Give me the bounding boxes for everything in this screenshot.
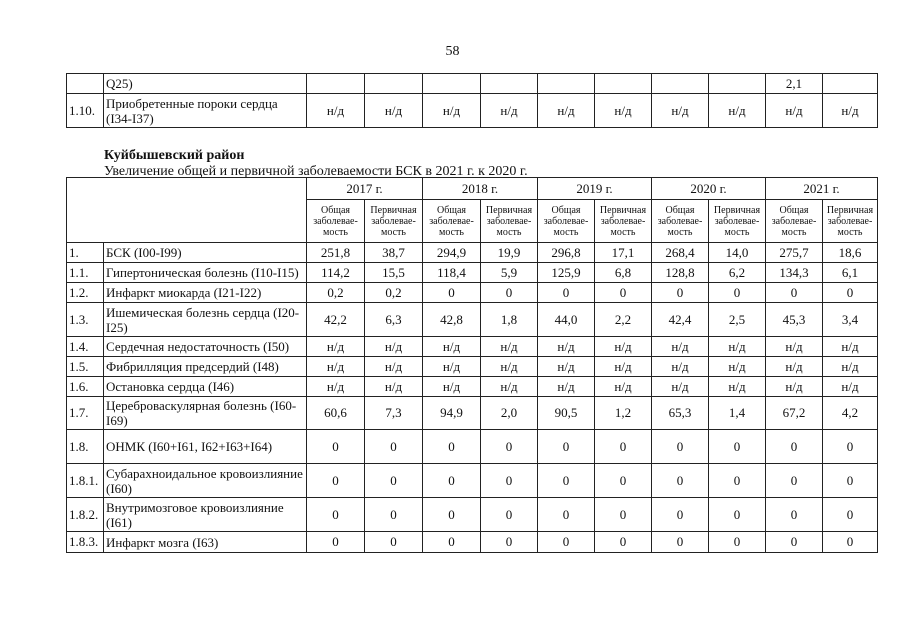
table-cell: 45,3 (766, 303, 823, 337)
table-cell: н/д (538, 377, 595, 397)
total-morbidity-header: Общая заболевае-мость (307, 200, 365, 243)
primary-morbidity-header: Первичная заболевае-мость (709, 200, 766, 243)
table-cell: 0 (423, 532, 481, 553)
table-cell: н/д (709, 94, 766, 128)
table-cell: н/д (823, 377, 878, 397)
table-cell: 2,1 (766, 74, 823, 94)
table-cell: 0 (823, 498, 878, 532)
table-cell: н/д (652, 337, 709, 357)
table-cell (652, 74, 709, 94)
table-cell (423, 74, 481, 94)
table-cell: 0 (709, 498, 766, 532)
table-cell: 4,2 (823, 397, 878, 430)
row-name: БСК (I00-I99) (104, 243, 307, 263)
table-cell: 125,9 (538, 263, 595, 283)
table-cell (538, 74, 595, 94)
table-cell: н/д (766, 357, 823, 377)
section-heading (104, 148, 528, 180)
table-cell: 0 (365, 430, 423, 464)
table-cell: н/д (307, 337, 365, 357)
table-cell: н/д (709, 377, 766, 397)
table-cell: 0 (652, 464, 709, 498)
table-cell: н/д (423, 94, 481, 128)
table-cell: 0 (709, 430, 766, 464)
table-cell: 0 (365, 498, 423, 532)
table-cell: 251,8 (307, 243, 365, 263)
table-cell: н/д (365, 357, 423, 377)
table-cell: н/д (652, 377, 709, 397)
table-cell: н/д (307, 94, 365, 128)
table-cell: 94,9 (423, 397, 481, 430)
table-cell: 0 (481, 532, 538, 553)
year-header: 2021 г. (766, 178, 878, 200)
total-morbidity-header: Общая заболевае-мость (538, 200, 595, 243)
table-cell: 0 (481, 498, 538, 532)
table-cell (481, 74, 538, 94)
table-cell: н/д (595, 377, 652, 397)
table-cell: 67,2 (766, 397, 823, 430)
primary-morbidity-header: Первичная заболевае-мость (823, 200, 878, 243)
table-cell: н/д (823, 94, 878, 128)
table-cell: 0 (307, 532, 365, 553)
table-cell: н/д (538, 357, 595, 377)
row-index: 1.8.2. (67, 498, 104, 532)
table-cell (709, 74, 766, 94)
table-cell: 0 (709, 464, 766, 498)
primary-morbidity-header: Первичная заболевае-мость (365, 200, 423, 243)
table-cell: 90,5 (538, 397, 595, 430)
continued-table (66, 73, 878, 128)
table-cell: н/д (423, 337, 481, 357)
table-row (67, 263, 878, 283)
table-cell: 2,2 (595, 303, 652, 337)
table-cell: 60,6 (307, 397, 365, 430)
row-name: Q25) (104, 74, 307, 94)
row-index (67, 74, 104, 94)
table-cell: н/д (423, 357, 481, 377)
table-cell: 0,2 (307, 283, 365, 303)
row-index: 1.8. (67, 430, 104, 464)
table-cell: 0 (652, 532, 709, 553)
table-cell: 0 (365, 464, 423, 498)
table-cell: 0 (595, 283, 652, 303)
year-header: 2019 г. (538, 178, 652, 200)
total-morbidity-header: Общая заболевае-мость (652, 200, 709, 243)
row-index: 1.8.1. (67, 464, 104, 498)
row-name: Субарахноидальное кровоизлияние (I60) (104, 464, 307, 498)
primary-morbidity-header: Первичная заболевае-мость (595, 200, 652, 243)
row-name: Цереброваскулярная болезнь (I60-I69) (104, 397, 307, 430)
table-cell: н/д (365, 94, 423, 128)
table-cell: 14,0 (709, 243, 766, 263)
table-cell: 38,7 (365, 243, 423, 263)
table-cell (823, 74, 878, 94)
table-cell: н/д (481, 337, 538, 357)
table-cell: н/д (595, 337, 652, 357)
table-cell: н/д (595, 94, 652, 128)
table-cell: 134,3 (766, 263, 823, 283)
table-cell: 0 (823, 464, 878, 498)
row-index: 1.7. (67, 397, 104, 430)
table-cell: 42,2 (307, 303, 365, 337)
table-row (67, 303, 878, 337)
table-cell: 0 (538, 430, 595, 464)
total-morbidity-header: Общая заболевае-мость (423, 200, 481, 243)
table-cell: 15,5 (365, 263, 423, 283)
table-cell: 0,2 (365, 283, 423, 303)
row-name: Приобретенные пороки сердца (I34-I37) (104, 94, 307, 128)
table-row (67, 397, 878, 430)
year-header-row (67, 178, 878, 200)
table-row (67, 243, 878, 263)
table-cell: 17,1 (595, 243, 652, 263)
table-cell: 1,8 (481, 303, 538, 337)
table-cell: 0 (709, 532, 766, 553)
table-cell: 0 (423, 498, 481, 532)
row-name: Гипертоническая болезнь (I10-I15) (104, 263, 307, 283)
table-cell: н/д (481, 94, 538, 128)
table-cell: 0 (766, 283, 823, 303)
table-cell: 3,4 (823, 303, 878, 337)
table-cell: 18,6 (823, 243, 878, 263)
table-row (67, 357, 878, 377)
table-cell: 268,4 (652, 243, 709, 263)
table-row (67, 532, 878, 553)
total-morbidity-header: Общая заболевае-мость (766, 200, 823, 243)
table-row (67, 283, 878, 303)
table-cell: 0 (481, 283, 538, 303)
table-cell: н/д (652, 357, 709, 377)
row-name: Фибрилляция предсердий (I48) (104, 357, 307, 377)
table-cell: н/д (481, 377, 538, 397)
row-index: 1.5. (67, 357, 104, 377)
table-cell: 0 (538, 532, 595, 553)
table-cell: н/д (538, 337, 595, 357)
row-name: Остановка сердца (I46) (104, 377, 307, 397)
table-cell: н/д (595, 357, 652, 377)
table-cell: 0 (652, 430, 709, 464)
table-cell: н/д (652, 94, 709, 128)
row-name: Сердечная недостаточность (I50) (104, 337, 307, 357)
table-cell: 7,3 (365, 397, 423, 430)
table-cell: 0 (307, 430, 365, 464)
table-cell: 42,4 (652, 303, 709, 337)
table-cell: 0 (766, 532, 823, 553)
table-cell: 5,9 (481, 263, 538, 283)
row-index: 1.3. (67, 303, 104, 337)
table-cell: н/д (423, 377, 481, 397)
row-index: 1.6. (67, 377, 104, 397)
row-name: Внутримозговое кровоизлияние (I61) (104, 498, 307, 532)
page-number: 58 (445, 44, 460, 59)
row-index: 1.10. (67, 94, 104, 128)
year-header: 2017 г. (307, 178, 423, 200)
table-cell: н/д (307, 377, 365, 397)
table-cell: 19,9 (481, 243, 538, 263)
table-cell: 42,8 (423, 303, 481, 337)
table-cell: 65,3 (652, 397, 709, 430)
table-cell: 296,8 (538, 243, 595, 263)
table-cell: 0 (652, 283, 709, 303)
table-cell: н/д (766, 94, 823, 128)
table-cell: 0 (823, 532, 878, 553)
table-cell: 2,0 (481, 397, 538, 430)
table-cell: 0 (709, 283, 766, 303)
row-name: Инфаркт миокарда (I21-I22) (104, 283, 307, 303)
table-row (67, 498, 878, 532)
table-cell: 128,8 (652, 263, 709, 283)
table-cell: 0 (595, 464, 652, 498)
table-cell: н/д (766, 337, 823, 357)
table-cell: 6,3 (365, 303, 423, 337)
table-cell: 0 (481, 430, 538, 464)
table-cell: 0 (538, 498, 595, 532)
table-cell: 114,2 (307, 263, 365, 283)
year-header: 2018 г. (423, 178, 538, 200)
table-cell: н/д (766, 377, 823, 397)
table-cell: 0 (423, 464, 481, 498)
table-row (67, 94, 878, 128)
table-cell: 0 (766, 498, 823, 532)
table-cell: 0 (481, 464, 538, 498)
table-cell: 1,4 (709, 397, 766, 430)
year-header: 2020 г. (652, 178, 766, 200)
table-cell: 0 (766, 464, 823, 498)
row-index: 1.8.3. (67, 532, 104, 553)
row-index: 1. (67, 243, 104, 263)
primary-morbidity-header: Первичная заболевае-мость (481, 200, 538, 243)
table-cell: н/д (823, 357, 878, 377)
row-name: Инфаркт мозга (I63) (104, 532, 307, 553)
table-cell: 0 (538, 283, 595, 303)
table-cell (365, 74, 423, 94)
table-cell: н/д (538, 94, 595, 128)
table-row (67, 430, 878, 464)
table-cell: н/д (709, 357, 766, 377)
table-cell: 275,7 (766, 243, 823, 263)
table-cell: 6,1 (823, 263, 878, 283)
table-cell: н/д (365, 377, 423, 397)
table-cell: 0 (365, 532, 423, 553)
table-row (67, 464, 878, 498)
table-cell: н/д (365, 337, 423, 357)
table-cell: 6,8 (595, 263, 652, 283)
table-cell: 6,2 (709, 263, 766, 283)
table-cell: 0 (823, 430, 878, 464)
table-cell: 0 (307, 464, 365, 498)
table-cell: 0 (307, 498, 365, 532)
table-cell: 0 (595, 532, 652, 553)
table-cell: н/д (481, 357, 538, 377)
header-blank-cell (67, 178, 307, 243)
table-cell: 2,5 (709, 303, 766, 337)
morbidity-table (66, 177, 878, 553)
table-cell: 1,2 (595, 397, 652, 430)
table-cell (595, 74, 652, 94)
row-index: 1.4. (67, 337, 104, 357)
table-row (67, 337, 878, 357)
table-cell: 0 (423, 430, 481, 464)
row-name: Ишемическая болезнь сердца (I20-I25) (104, 303, 307, 337)
table-row (67, 74, 878, 94)
table-cell: 294,9 (423, 243, 481, 263)
table-row (67, 377, 878, 397)
table-cell: н/д (709, 337, 766, 357)
table-cell: 0 (423, 283, 481, 303)
table-cell: н/д (823, 337, 878, 357)
row-index: 1.1. (67, 263, 104, 283)
table-cell: 44,0 (538, 303, 595, 337)
table-cell: 118,4 (423, 263, 481, 283)
table-cell: 0 (823, 283, 878, 303)
district-title: Куйбышевский район (104, 148, 245, 163)
table-cell: 0 (538, 464, 595, 498)
row-name: ОНМК (I60+I61, I62+I63+I64) (104, 430, 307, 464)
table-subtitle: Увеличение общей и первичной заболеваемости БСК в 2021 г. к 2020 г. (104, 164, 528, 179)
table-cell: 0 (766, 430, 823, 464)
table-cell (307, 74, 365, 94)
table-cell: 0 (595, 498, 652, 532)
table-cell: н/д (307, 357, 365, 377)
table-cell: 0 (652, 498, 709, 532)
table-cell: 0 (595, 430, 652, 464)
row-index: 1.2. (67, 283, 104, 303)
